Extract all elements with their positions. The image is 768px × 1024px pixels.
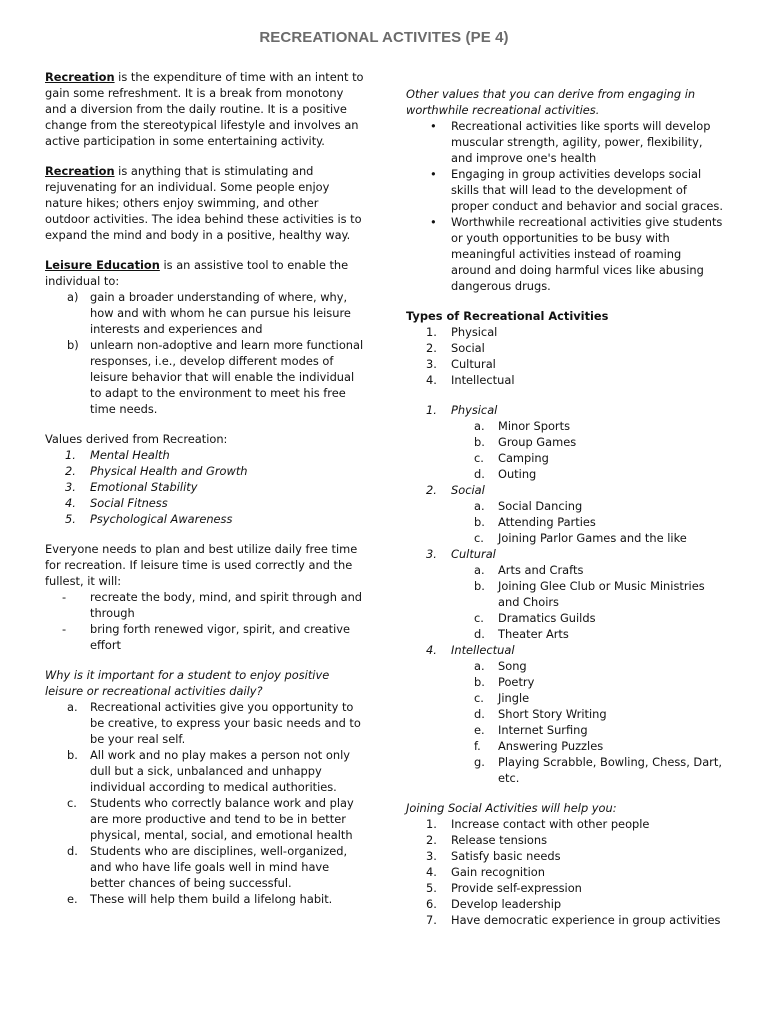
list-item — [45, 289, 365, 337]
list-item-text: Arts and Crafts — [498, 563, 584, 577]
list-marker: 4. — [426, 373, 437, 387]
list-item-text: Song — [498, 659, 527, 673]
list-item-text: Provide self-expression — [451, 881, 582, 895]
list-item — [406, 864, 724, 880]
types-list — [406, 324, 724, 388]
list-marker: 1. — [65, 448, 76, 462]
type-title-text: Cultural — [451, 547, 496, 561]
list-item — [406, 340, 724, 356]
leisure-education-list — [45, 289, 365, 417]
list-marker: c. — [474, 451, 484, 465]
other-values-intro: Other values that you can derive from engaging in worthwhile recreational activities. — [406, 87, 696, 117]
list-item — [45, 447, 365, 463]
values-list — [45, 447, 365, 527]
type-title-text: Physical — [451, 403, 498, 417]
list-item — [406, 912, 724, 928]
list-item-text: Gain recognition — [451, 865, 545, 879]
list-item — [45, 843, 365, 891]
list-item-text: Group Games — [498, 435, 577, 449]
list-item — [406, 754, 724, 786]
recreation-definition-2 — [45, 163, 365, 243]
social-activities-list — [406, 816, 724, 928]
list-item-text: gain a broader understanding of where, why, how and with whom he can pursue his leisure interests and experiences and — [90, 290, 351, 336]
list-item — [406, 816, 724, 832]
list-marker: a. — [474, 659, 485, 673]
list-item — [45, 511, 365, 527]
list-item-text: Students who correctly balance work and play are more productive and tend to be in better physical, mental, social, and emotional health — [90, 796, 354, 842]
list-item — [406, 356, 724, 372]
list-item-text: Jingle — [498, 691, 530, 705]
list-item — [45, 747, 365, 795]
type-detail-physical — [406, 402, 724, 482]
list-marker: c. — [67, 796, 77, 810]
list-item-text: Answering Puzzles — [498, 739, 604, 753]
list-marker: 2. — [426, 483, 437, 497]
list-marker: c. — [474, 691, 484, 705]
term-recreation: Recreation — [45, 164, 115, 178]
list-item — [406, 738, 724, 754]
list-item — [406, 324, 724, 340]
list-item-text: Mental Health — [90, 448, 170, 462]
list-item-text: These will help them build a lifelong habit. — [90, 892, 333, 906]
type-detail-title — [406, 546, 724, 562]
definition-text: is anything that is stimulating and rejuvenating for an individual. Some people enjoy nature hikes; others enjoy swimming, and other outdoor activities. The idea behind these activities is to expand the mind and body in a positive, healthy way. — [45, 164, 362, 242]
list-marker: g. — [474, 755, 485, 769]
list-item-text: Poetry — [498, 675, 535, 689]
list-item-text: Release tensions — [451, 833, 548, 847]
list-marker: e. — [67, 892, 78, 906]
list-item — [406, 450, 724, 466]
plan-list — [45, 589, 365, 653]
list-item — [406, 706, 724, 722]
list-item-text: Minor Sports — [498, 419, 570, 433]
type-detail-cultural — [406, 546, 724, 642]
list-item-text: recreate the body, mind, and spirit through and through — [90, 590, 363, 620]
list-marker: a. — [474, 419, 485, 433]
list-marker: b. — [474, 579, 485, 593]
list-item-text: bring forth renewed vigor, spirit, and creative effort — [90, 622, 350, 652]
list-item — [406, 418, 724, 434]
list-item-text: Students who are disciplines, well-organized, and who have life goals well in mind have better chances of being successful. — [90, 844, 348, 890]
list-item-text: Increase contact with other people — [451, 817, 650, 831]
definition-text: is an assistive tool to enable the individual to: — [45, 258, 349, 288]
list-item-text: Social — [451, 341, 485, 355]
page-title: RECREATIONAL ACTIVITES (PE 4) — [259, 29, 509, 46]
list-item-text: Cultural — [451, 357, 496, 371]
bullet-icon: • — [430, 215, 437, 229]
values-heading: Values derived from Recreation: — [45, 432, 228, 446]
list-marker: b. — [474, 675, 485, 689]
list-item-text: Recreational activities like sports will develop muscular strength, agility, power, flexibility, and improve one's health — [451, 119, 711, 165]
list-item-text: Theater Arts — [498, 627, 569, 641]
list-marker: a. — [474, 563, 485, 577]
list-item — [406, 690, 724, 706]
list-marker: d. — [474, 467, 485, 481]
list-item — [406, 880, 724, 896]
list-marker: c. — [474, 611, 484, 625]
list-marker: c. — [474, 531, 484, 545]
list-item-text: Engaging in group activities develops social skills that will lead to the development of proper conduct and behavior and social graces. — [451, 167, 723, 213]
list-item — [406, 214, 724, 294]
list-item — [406, 832, 724, 848]
list-item — [45, 463, 365, 479]
list-marker: 3. — [426, 849, 437, 863]
social-activities-intro: Joining Social Activities will help you: — [406, 801, 617, 815]
list-item-text: Attending Parties — [498, 515, 596, 529]
list-item — [45, 891, 365, 907]
list-item-text: Joining Parlor Games and the like — [498, 531, 687, 545]
term-recreation: Recreation — [45, 70, 115, 84]
list-marker: 3. — [65, 480, 76, 494]
list-item-text: Physical — [451, 325, 498, 339]
list-marker: 3. — [426, 357, 437, 371]
type-detail-intellectual — [406, 642, 724, 786]
list-marker: 2. — [426, 341, 437, 355]
list-marker: 1. — [426, 817, 437, 831]
list-item-text: Social Dancing — [498, 499, 583, 513]
why-question: Why is it important for a student to enjoy positive leisure or recreational activities daily? — [45, 668, 330, 698]
list-item-text: Emotional Stability — [90, 480, 198, 494]
right-column — [406, 86, 724, 928]
list-item — [406, 896, 724, 912]
list-item — [406, 848, 724, 864]
list-item — [406, 372, 724, 388]
recreation-definition-1 — [45, 69, 365, 149]
list-item-text: Camping — [498, 451, 549, 465]
list-item — [406, 578, 724, 610]
list-item-text: Develop leadership — [451, 897, 562, 911]
why-list — [45, 699, 365, 907]
list-item — [45, 795, 365, 843]
list-marker: 3. — [426, 547, 437, 561]
type-detail-title — [406, 482, 724, 498]
list-item-text: Satisfy basic needs — [451, 849, 561, 863]
list-item — [406, 722, 724, 738]
list-marker: a. — [67, 700, 78, 714]
list-item — [406, 610, 724, 626]
list-item — [406, 562, 724, 578]
list-item-text: Internet Surfing — [498, 723, 588, 737]
list-item-text: Joining Glee Club or Music Ministries and Choirs — [498, 579, 705, 609]
list-item-text: unlearn non-adoptive and learn more functional responses, i.e., develop different modes of leisure behavior that will enable the individual to adapt to the environment to meet his free time needs. — [90, 338, 364, 416]
list-item — [45, 621, 365, 653]
list-item-text: Outing — [498, 467, 537, 481]
list-item-text: Physical Health and Growth — [90, 464, 248, 478]
type-title-text: Social — [451, 483, 485, 497]
list-marker: d. — [474, 627, 485, 641]
list-item-text: Psychological Awareness — [90, 512, 233, 526]
type-detail-title — [406, 642, 724, 658]
list-item — [406, 514, 724, 530]
other-values-list — [406, 118, 724, 294]
type-detail-title — [406, 402, 724, 418]
list-marker: 5. — [426, 881, 437, 895]
bullet-icon: • — [430, 119, 437, 133]
list-marker: b) — [67, 338, 79, 352]
list-item — [406, 466, 724, 482]
list-item-text: Recreational activities give you opportunity to be creative, to express your basic needs and to be your real self. — [90, 700, 361, 746]
term-leisure-education: Leisure Education — [45, 258, 160, 272]
list-marker: b. — [474, 435, 485, 449]
type-title-text: Intellectual — [451, 643, 515, 657]
list-marker: 5. — [65, 512, 76, 526]
list-marker: 7. — [426, 913, 437, 927]
plan-paragraph: Everyone needs to plan and best utilize daily free time for recreation. If leisure time is used correctly and the fullest, it will: — [45, 542, 358, 588]
list-marker: 2. — [65, 464, 76, 478]
list-item-text: Short Story Writing — [498, 707, 607, 721]
list-item — [406, 530, 724, 546]
list-item — [45, 337, 365, 417]
list-marker: a. — [474, 499, 485, 513]
list-item — [406, 498, 724, 514]
list-marker: e. — [474, 723, 485, 737]
list-marker: 6. — [426, 897, 437, 911]
list-item — [45, 699, 365, 747]
list-item-text: All work and no play makes a person not only dull but a sick, unbalanced and unhappy individual according to medical authorities. — [90, 748, 350, 794]
list-item-text: Dramatics Guilds — [498, 611, 596, 625]
bullet-icon: • — [430, 167, 437, 181]
list-marker: - — [62, 590, 67, 604]
list-item-text: Have democratic experience in group activities — [451, 913, 721, 927]
list-item — [406, 166, 724, 214]
list-item-text: Social Fitness — [90, 496, 168, 510]
left-column — [45, 69, 365, 907]
list-marker: 1. — [426, 325, 437, 339]
list-marker: 1. — [426, 403, 437, 417]
list-item — [406, 626, 724, 642]
list-marker: 2. — [426, 833, 437, 847]
list-marker: d. — [474, 707, 485, 721]
list-marker: a) — [67, 290, 79, 304]
list-marker: - — [62, 622, 67, 636]
leisure-education-definition — [45, 257, 365, 289]
list-item — [406, 118, 724, 166]
list-item — [45, 479, 365, 495]
list-item-text: Worthwhile recreational activities give students or youth opportunities to be busy with meaningful activities instead of roaming around and doing harmful vices like abusing dangerous drugs. — [451, 215, 723, 293]
list-marker: f. — [474, 739, 481, 753]
list-marker: 4. — [426, 865, 437, 879]
list-marker: d. — [67, 844, 78, 858]
list-item — [45, 589, 365, 621]
list-item — [406, 658, 724, 674]
list-marker: b. — [474, 515, 485, 529]
list-item-text: Playing Scrabble, Bowling, Chess, Dart, etc. — [498, 755, 722, 785]
list-marker: 4. — [426, 643, 437, 657]
list-marker: 4. — [65, 496, 76, 510]
list-item-text: Intellectual — [451, 373, 515, 387]
definition-text: is the expenditure of time with an intent to gain some refreshment. It is a break from monotony and a diversion from the daily routine. It is a positive change from the stereotypical lifestyle and involves an active participation in some entertaining activity. — [45, 70, 364, 148]
list-item — [45, 495, 365, 511]
types-heading: Types of Recreational Activities — [406, 309, 609, 323]
type-detail-social — [406, 482, 724, 546]
list-marker: b. — [67, 748, 78, 762]
list-item — [406, 674, 724, 690]
list-item — [406, 434, 724, 450]
